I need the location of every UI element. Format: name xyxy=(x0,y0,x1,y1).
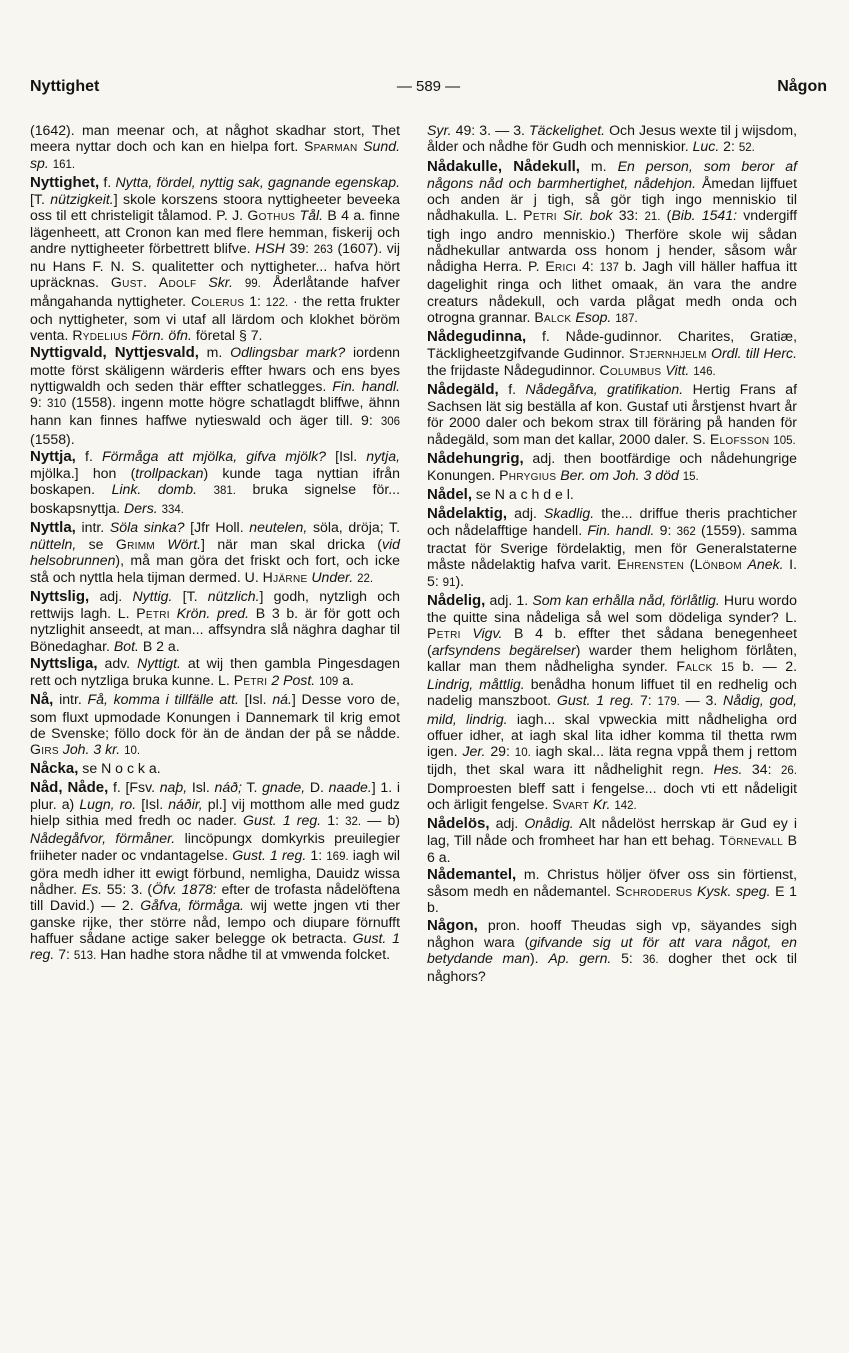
dictionary-entry xyxy=(427,917,797,985)
italic-text: Joh. 3 kr. xyxy=(62,741,121,757)
entry-text: B 4 b. effter thet sådana benegenheet ( xyxy=(427,625,797,658)
headword: Nyttsliga, xyxy=(30,654,98,672)
italic-text: Tål. xyxy=(299,207,324,224)
entry-text: Huru wordo the quitte sina nådeliga så wel som dödeliga synder? L. xyxy=(427,591,797,625)
source-author: Colerus xyxy=(190,292,245,309)
entry-text: 9: xyxy=(30,394,47,410)
italic-text: Esop. xyxy=(575,308,612,325)
entry-text: — 3. xyxy=(679,692,724,709)
italic-text: Anek. xyxy=(747,556,784,573)
entry-text: benådha honum liffuet til en redhelig och nadelig manszboot. xyxy=(427,676,797,709)
italic-text: trollpackan xyxy=(135,465,204,481)
entry-text: B 3 b. är för gott och nytzlighit anseedt, at man... affsyndra slå näghra daghar til Bönedaghar. xyxy=(30,605,401,654)
entry-text: 5: xyxy=(611,950,643,966)
entry-text: m. xyxy=(579,157,618,174)
entry-text: 55: 3. ( xyxy=(102,881,153,897)
entry-text: 2: xyxy=(719,138,739,155)
entry-text xyxy=(461,625,473,641)
italic-text: Söla sinka? xyxy=(109,518,185,535)
source-author: Sparman xyxy=(303,138,358,155)
page-reference: 26. xyxy=(780,765,797,778)
italic-text: Öfv. 1878: xyxy=(152,881,217,897)
italic-text: Jer. xyxy=(462,743,486,759)
entry-text: · the retta frukter och nyttigheter, som vi utaf all lärdom och klokhet böröm venta. xyxy=(30,292,400,343)
entry-text: lincöpungx domkyrkis preuilegier friiheter nader oc vndantagelse. xyxy=(30,830,400,863)
page-reference: 142. xyxy=(614,799,637,812)
headword: Nådakulle, Nådekull, xyxy=(427,157,580,175)
italic-text: Bot. xyxy=(113,637,139,654)
entry-text xyxy=(196,274,208,290)
italic-text: Ordl. till Herc. xyxy=(710,345,797,362)
entry-text: f. [Fsv. xyxy=(108,778,160,795)
entry-text: m. xyxy=(198,344,231,361)
entry-text: Isl. xyxy=(187,778,215,795)
source-author: Gothus xyxy=(247,207,296,224)
running-head-left: Nyttighet xyxy=(30,78,100,95)
dictionary-entry xyxy=(30,655,400,691)
headword: Nådemantel, xyxy=(427,865,517,883)
headword: Någon, xyxy=(427,916,478,934)
entry-text: intr. xyxy=(75,518,110,535)
dictionary-entry xyxy=(427,328,797,380)
italic-text: Sir. bok xyxy=(563,207,613,224)
dictionary-entry xyxy=(427,815,797,865)
italic-text: gnade, xyxy=(262,778,306,795)
italic-text: Es. xyxy=(81,881,103,897)
italic-text: Wört. xyxy=(167,536,202,552)
page-reference: 109 xyxy=(319,676,339,688)
entry-text: D. xyxy=(305,778,329,795)
entry-text: ] 1. i plur. a) xyxy=(30,778,400,812)
headword: Nådelaktig, xyxy=(427,504,508,522)
italic-text: Skadlig. xyxy=(543,504,595,521)
source-author: Ehrensten xyxy=(617,556,685,573)
entry-text: 9: xyxy=(654,521,677,538)
headword: Nådelös, xyxy=(427,815,490,832)
entry-text xyxy=(233,274,245,290)
entry-text: T. xyxy=(241,778,263,795)
right-column xyxy=(427,122,797,985)
entry-text: at wij then gambla Pingesdagen rett och nytzliga bruka kunne. L. xyxy=(30,654,400,688)
italic-text: Skr. xyxy=(208,274,233,291)
italic-text: Kysk. speg. xyxy=(696,883,771,899)
entry-text: vndergiff tigh ingo andro menniskio.) Therföre skole wij sådan nådhekullar antwarda oss honom j hender, såsom wår nådigha Herra. P. xyxy=(427,207,797,274)
source-author: Balck xyxy=(534,308,572,325)
italic-text: arfsyndens begärelser xyxy=(431,641,576,658)
italic-text: Kr. xyxy=(592,795,611,812)
italic-text: Förmåga att mjölka, gifva mjölk? xyxy=(102,447,326,464)
entry-text: iagh... skal vpweckia mitt nådheligha ord offuer idher, at iagh skal lita idher komma til thetta rwm igen. xyxy=(427,710,797,759)
entry-text: ). xyxy=(455,572,465,589)
entry-text: [Isl. xyxy=(238,691,273,708)
entry-text: b. — 2. xyxy=(733,657,797,674)
italic-text: Lugn, ro. xyxy=(79,795,137,812)
italic-text: Gust. 1 reg. xyxy=(232,846,307,863)
dictionary-entry xyxy=(30,519,400,587)
italic-text: Nytta, fördel, nyttig sak, gagnande egenskap. xyxy=(115,173,400,190)
entry-text: 1: xyxy=(321,812,346,828)
page-reference: 36. xyxy=(642,954,659,966)
entry-text: iordenn motte först skäligenn wärderis effter hwars och ens byes nyttigwaldh och seden thär effter schatlegges. xyxy=(30,344,400,394)
entry-text: the... driffue theris prachticher och nådelafftige handell. xyxy=(427,504,797,538)
italic-text: Ders. xyxy=(124,499,158,516)
source-author: Phrygius xyxy=(499,467,557,483)
page-reference: 10. xyxy=(124,745,141,757)
italic-text: naade. xyxy=(328,778,372,795)
entry-text: adj. then bootfärdige och nådehungrige Konungen. xyxy=(427,449,797,483)
entry-text: — b) xyxy=(361,812,400,828)
page-reference: 362 xyxy=(676,525,696,538)
source-author: Rydelius xyxy=(72,327,128,343)
source-author: Törnevall xyxy=(719,832,784,849)
entry-text: ( xyxy=(684,556,695,573)
entry-text: B 4 a. finne lägenheett, att Cronon kan med flere hemman, fiskerij och andre nyttigheeter förbettrett blifve. xyxy=(30,207,401,256)
entry-text: söla, dröja; T. xyxy=(307,518,401,535)
dictionary-entry xyxy=(30,760,400,777)
page-reference: 169. xyxy=(326,850,349,863)
entry-text: adj. xyxy=(489,815,525,831)
entry-text: wij wette jngen vti ther ganske rijke, ther större nåd, lempo och diupare förnufft haffuer sådane actige saker belegge ok betracta. xyxy=(30,897,400,946)
page-reference: 137 xyxy=(599,262,619,274)
source-author: Lönbom xyxy=(694,556,742,573)
page-reference: 310 xyxy=(46,398,67,410)
entry-text: 39: xyxy=(284,239,314,256)
entry-text: pron. hooff Theudas sigh vp, säyandes sigh någhon wara ( xyxy=(427,916,797,950)
page-reference: 91 xyxy=(442,576,456,589)
entry-text: pl.] vij motthom alle med gudz hielp sithia med fredh oc nader. xyxy=(30,795,400,828)
italic-text: Nyttig. xyxy=(132,587,173,604)
page-header xyxy=(30,70,827,100)
dictionary-entry xyxy=(427,505,797,591)
entry-text: the frijdaste Nådegudinnor. xyxy=(427,361,600,378)
source-author: Petri xyxy=(523,207,557,224)
entry-text: Han hadhe stora nådhe til at vmwenda folcket. xyxy=(96,946,391,962)
source-author: Grimm xyxy=(115,536,155,552)
italic-text: Odlingsbar mark? xyxy=(230,344,346,361)
italic-text: Hes. xyxy=(713,761,743,778)
italic-text: Nådegåfva, gratifikation. xyxy=(525,380,684,397)
italic-text: Bib. 1541: xyxy=(671,207,738,224)
entry-text: ] godh, nytzligh och rettwijs lagh. L. xyxy=(30,587,400,621)
source-author: Petri xyxy=(427,625,461,642)
italic-text: gifvande sig ut för att vara något, en betydande man xyxy=(427,933,797,966)
entry-text: iagh wil göra medh idher itt ewigt förbund, nemligha, Dauidz wissa nådher. xyxy=(30,846,401,897)
entry-text: E 1 b. xyxy=(427,883,797,916)
entry-text: efter de trofasta nådelöftena till David.) — 2. xyxy=(30,881,400,914)
italic-text: Nådig, god, mild, lindrig. xyxy=(427,692,797,727)
entry-text: 1: xyxy=(244,292,266,309)
dictionary-entry xyxy=(30,779,400,965)
source-author: Petri xyxy=(136,605,170,621)
entry-text: Och Jesus wexte til j wijsdom, ålder och nådhe för Gudh och menniskior. xyxy=(427,122,797,155)
source-author: Girs xyxy=(30,741,59,757)
italic-text: Syr. xyxy=(427,122,452,138)
entry-text: f. xyxy=(75,447,103,464)
italic-text: Fin. handl. xyxy=(332,377,400,394)
headword: Nyttla, xyxy=(30,518,76,536)
page-reference: 381. xyxy=(213,485,236,498)
entry-text: Domproesten bleff satt i fengelse... doch vti ett nådeligit och ärligit fengelse. xyxy=(427,779,797,812)
source-author: Erici xyxy=(545,258,577,274)
entry-text: 7: xyxy=(634,692,658,709)
italic-text: Nyttigt. xyxy=(137,654,181,671)
entry-text: (1559). samma tractat för Sverige fördelaktig, men för Generalstaterne måste nådelaktig hafva varit. xyxy=(427,521,797,573)
italic-text: HSH xyxy=(255,239,285,256)
entry-text: [Jfr Holl. xyxy=(184,518,250,535)
entry-text: B 6 a. xyxy=(427,832,797,865)
entry-text: B 2 a. xyxy=(138,637,180,654)
source-author: Stjernhjelm xyxy=(629,345,707,362)
entry-text: ) warder them helighom förlåten, kallar man them nådheligha synder. xyxy=(427,641,797,674)
italic-text: nützigkeit. xyxy=(50,191,114,207)
headword: Nåcka, xyxy=(30,760,79,778)
entry-text: Åmedan lijffuet och anden är j tigh, så gör tigh ingo menniskio til nådhakulla. L. xyxy=(427,174,797,224)
entry-text xyxy=(155,536,167,552)
italic-text: Gust. 1 reg. xyxy=(30,929,401,962)
italic-text: náð; xyxy=(214,778,242,795)
entry-text: iagh skal... läta regna vppå them j rettom tijdh, thet skal wara itt nådhelighit regn. xyxy=(427,743,797,778)
italic-text: vid helsobrunnen xyxy=(30,536,400,569)
italic-text: En person, som beror af någons nåd och barmhertighet, nådehjon. xyxy=(427,157,797,191)
entry-text: (1607). vij nu Hans F. N. S. qualitetter och nyttigheter... hafva hört upräcknas. xyxy=(30,239,400,291)
entry-text: bruka signelse för... boskapsnyttja. xyxy=(30,481,400,516)
page-reference: 22. xyxy=(357,572,374,585)
italic-text: neutelen, xyxy=(249,518,308,535)
italic-text: Gust. 1 reg. xyxy=(556,692,635,709)
italic-text: náðir, xyxy=(168,795,203,812)
entry-text: I. 5: xyxy=(427,556,797,589)
entry-text: adj. 1. xyxy=(485,591,533,608)
entry-text: företal § 7. xyxy=(191,327,263,343)
entry-text: 29: xyxy=(485,743,515,759)
continued-entry xyxy=(30,122,400,173)
italic-text: Få, komma i tillfälle att. xyxy=(87,691,239,708)
headword: Nyttigvald, Nyttjesvald, xyxy=(30,344,199,362)
entry-text: f. xyxy=(498,380,526,397)
headword: Nåd, Nåde, xyxy=(30,778,109,796)
entry-text: ), må man göra det friskt och fort, och icke stå och nyttla hela tijman dermed. U. xyxy=(30,552,400,585)
entry-text: 4: xyxy=(576,258,600,274)
entry-text: intr. xyxy=(53,691,88,708)
italic-text: ná. xyxy=(272,691,292,708)
running-head-right: Någon xyxy=(777,78,827,95)
entry-text: 34: xyxy=(742,761,781,778)
source-author: Elofsson xyxy=(709,430,770,447)
entry-text: Alt nådelöst herrskap är Gud ey i lag, Till nåde och fromheet har han ett behag. xyxy=(427,815,797,849)
source-author: Columbus xyxy=(599,361,662,378)
entry-text: ). xyxy=(529,950,549,966)
entry-text: 49: 3. — 3. xyxy=(451,122,530,138)
entry-text: adv. xyxy=(97,654,138,671)
page-reference: 334. xyxy=(161,503,185,516)
italic-text: Under. xyxy=(311,568,354,585)
entry-text: f. Nåde-gudinnor. Charites, Gratiæ, Täckligheetzgifvande Gudinnor. xyxy=(427,328,797,362)
entry-text: (1558). xyxy=(30,430,75,447)
headword: Nå, xyxy=(30,691,54,709)
italic-text: Ber. om Joh. 3 död xyxy=(560,467,679,483)
italic-text: Sund. sp. xyxy=(30,138,400,171)
source-author: Hjärne xyxy=(262,568,308,585)
entry-text: [Isl. xyxy=(136,795,169,812)
headword: Nådel, xyxy=(427,486,473,504)
italic-text: Förn. öfn. xyxy=(131,327,192,343)
italic-text: Luc. xyxy=(692,138,720,155)
entry-text: se N a c h d e l. xyxy=(472,486,574,503)
headword: Nådelig, xyxy=(427,591,486,609)
source-author: Petri xyxy=(233,672,268,688)
entry-text: se xyxy=(76,536,116,552)
dictionary-entry xyxy=(30,174,400,344)
italic-text: Som kan erhålla nåd, förlåtlig. xyxy=(532,591,720,608)
dictionary-entry xyxy=(427,592,797,814)
entry-text: adj. xyxy=(89,587,133,604)
italic-text: naþ, xyxy=(159,778,188,795)
page-reference: 122. xyxy=(265,296,289,309)
entry-text: se N o c k a. xyxy=(78,760,161,777)
entry-text: b. Jagh vill häller haffua itt dagelighit ringa och lithet omaak, än vara the andre creaturs nådekull, och varda plågat medh onda och otrogna grannar. xyxy=(427,258,797,325)
headword: Nyttja, xyxy=(30,447,76,465)
italic-text: Link. domb. xyxy=(111,481,198,498)
entry-text: (1642). man meenar och, at någhot skadhar stort, Thet meera nyttar doch och kan en hielpa fort. xyxy=(30,122,400,155)
headword: Nyttighet, xyxy=(30,173,100,191)
entry-text: adj. xyxy=(507,504,544,521)
entry-text: mjölka.] hon ( xyxy=(30,465,136,481)
page-reference: 15. xyxy=(682,471,699,483)
source-author: Schroderus xyxy=(615,883,693,899)
entry-text xyxy=(197,481,214,497)
italic-text: Täckelighet. xyxy=(529,122,606,138)
italic-text: 2 Post. xyxy=(271,672,316,688)
dictionary-entry xyxy=(427,450,797,486)
entry-text: 7: xyxy=(54,946,74,962)
entry-text: [T. xyxy=(30,191,51,207)
dictionary-entry xyxy=(427,866,797,916)
italic-text: Gåfva, förmåga. xyxy=(140,897,244,914)
page-reference: 105. xyxy=(773,434,796,447)
page-reference: 21. xyxy=(644,211,661,224)
italic-text: Krön. pred. xyxy=(176,605,250,621)
dictionary-entry xyxy=(30,691,400,759)
italic-text: Vigv. xyxy=(472,625,503,642)
entry-text: 33: xyxy=(612,207,645,224)
entry-text: f. xyxy=(99,173,116,190)
entry-text: ] Desse voro de, som fluxt upmodade Konungen i Dannemark til krig emot de Svenske; föllo dock för än de ändan der på se nådde. xyxy=(30,691,400,741)
entry-text: 1: xyxy=(306,846,327,863)
italic-text: nytja, xyxy=(366,447,400,464)
source-author: Svart xyxy=(552,795,590,812)
italic-text: Vitt. xyxy=(665,361,690,378)
italic-text: Lindrig, måttlig. xyxy=(427,676,525,692)
source-author: Gust. Adolf xyxy=(110,274,197,291)
page-reference: 146. xyxy=(693,365,716,378)
entry-text: Åderlåtande hafver mångahanda nyttigheter. xyxy=(30,274,401,309)
italic-text: nützlich. xyxy=(207,587,260,604)
page-number: — 589 — xyxy=(396,78,461,95)
entry-text: [Isl. xyxy=(326,447,367,464)
italic-text: Gust. 1 reg. xyxy=(243,812,322,828)
continued-entry xyxy=(427,122,797,157)
dictionary-entry xyxy=(30,588,400,654)
entry-text: ) kunde taga nyttian ifrån boskapen. xyxy=(30,465,400,498)
headword: Nådegudinna, xyxy=(427,328,527,345)
italic-text: Onådig. xyxy=(524,815,574,831)
dictionary-entry xyxy=(427,486,797,503)
entry-text xyxy=(713,658,722,674)
italic-text: Fin. handl. xyxy=(587,521,655,538)
dictionary-entry xyxy=(30,344,400,447)
headword: Nådehungrig, xyxy=(427,449,524,467)
entry-text: [T. xyxy=(172,587,208,604)
dictionary-entry xyxy=(30,448,400,518)
page-reference: 10. xyxy=(514,747,531,759)
headword: Nådegäld, xyxy=(427,380,499,398)
entry-text: ( xyxy=(660,207,672,224)
entry-text xyxy=(170,605,177,621)
page-reference: 513. xyxy=(73,950,97,962)
page-reference: 179. xyxy=(657,696,680,709)
left-column xyxy=(30,122,400,964)
page-reference: 32. xyxy=(345,816,362,828)
page-reference: 15 xyxy=(721,661,734,674)
page-reference: 263 xyxy=(313,243,333,256)
italic-text: nütteln, xyxy=(30,536,77,552)
italic-text: Ap. gern. xyxy=(548,950,612,966)
entry-text: a. xyxy=(338,672,354,688)
page-reference: 306 xyxy=(380,416,400,429)
page-reference: 161. xyxy=(52,158,76,171)
entry-text: Hertig Frans af Sachsen lät sig beställa af kon. Gustaf uti årstjenst hvart år för 2000 daler och bekom strax till föräring på handen för nådegäld, som man det kallar, 2000 daler. S. xyxy=(427,380,797,447)
headword: Nyttslig, xyxy=(30,587,90,605)
entry-text: dogher thet ock til någhors? xyxy=(427,950,797,985)
dictionary-entry xyxy=(427,158,797,328)
entry-text: (1558). ingenn motte högre schatlagdt bliffwe, ähnn hann kan finnes haffwe nytieswald och äger till. 9: xyxy=(30,394,400,429)
entry-text: m. Christus höljer öfver oss sin förtienst, såsom medh en nådemantel. xyxy=(427,865,797,899)
entry-text: ] skole korszens stoora nyttigheeter beveeka oss til ett christeligit tålamod. P. J. xyxy=(30,191,400,224)
page-reference: 52. xyxy=(738,142,755,155)
italic-text: Nådegåfvor, förmåner. xyxy=(30,830,176,847)
page-reference: 187. xyxy=(615,312,638,325)
page-reference: 99. xyxy=(244,278,261,291)
source-author: Falck xyxy=(676,657,713,674)
entry-text: ] när man skal dricka ( xyxy=(201,536,382,552)
dictionary-entry xyxy=(427,381,797,449)
